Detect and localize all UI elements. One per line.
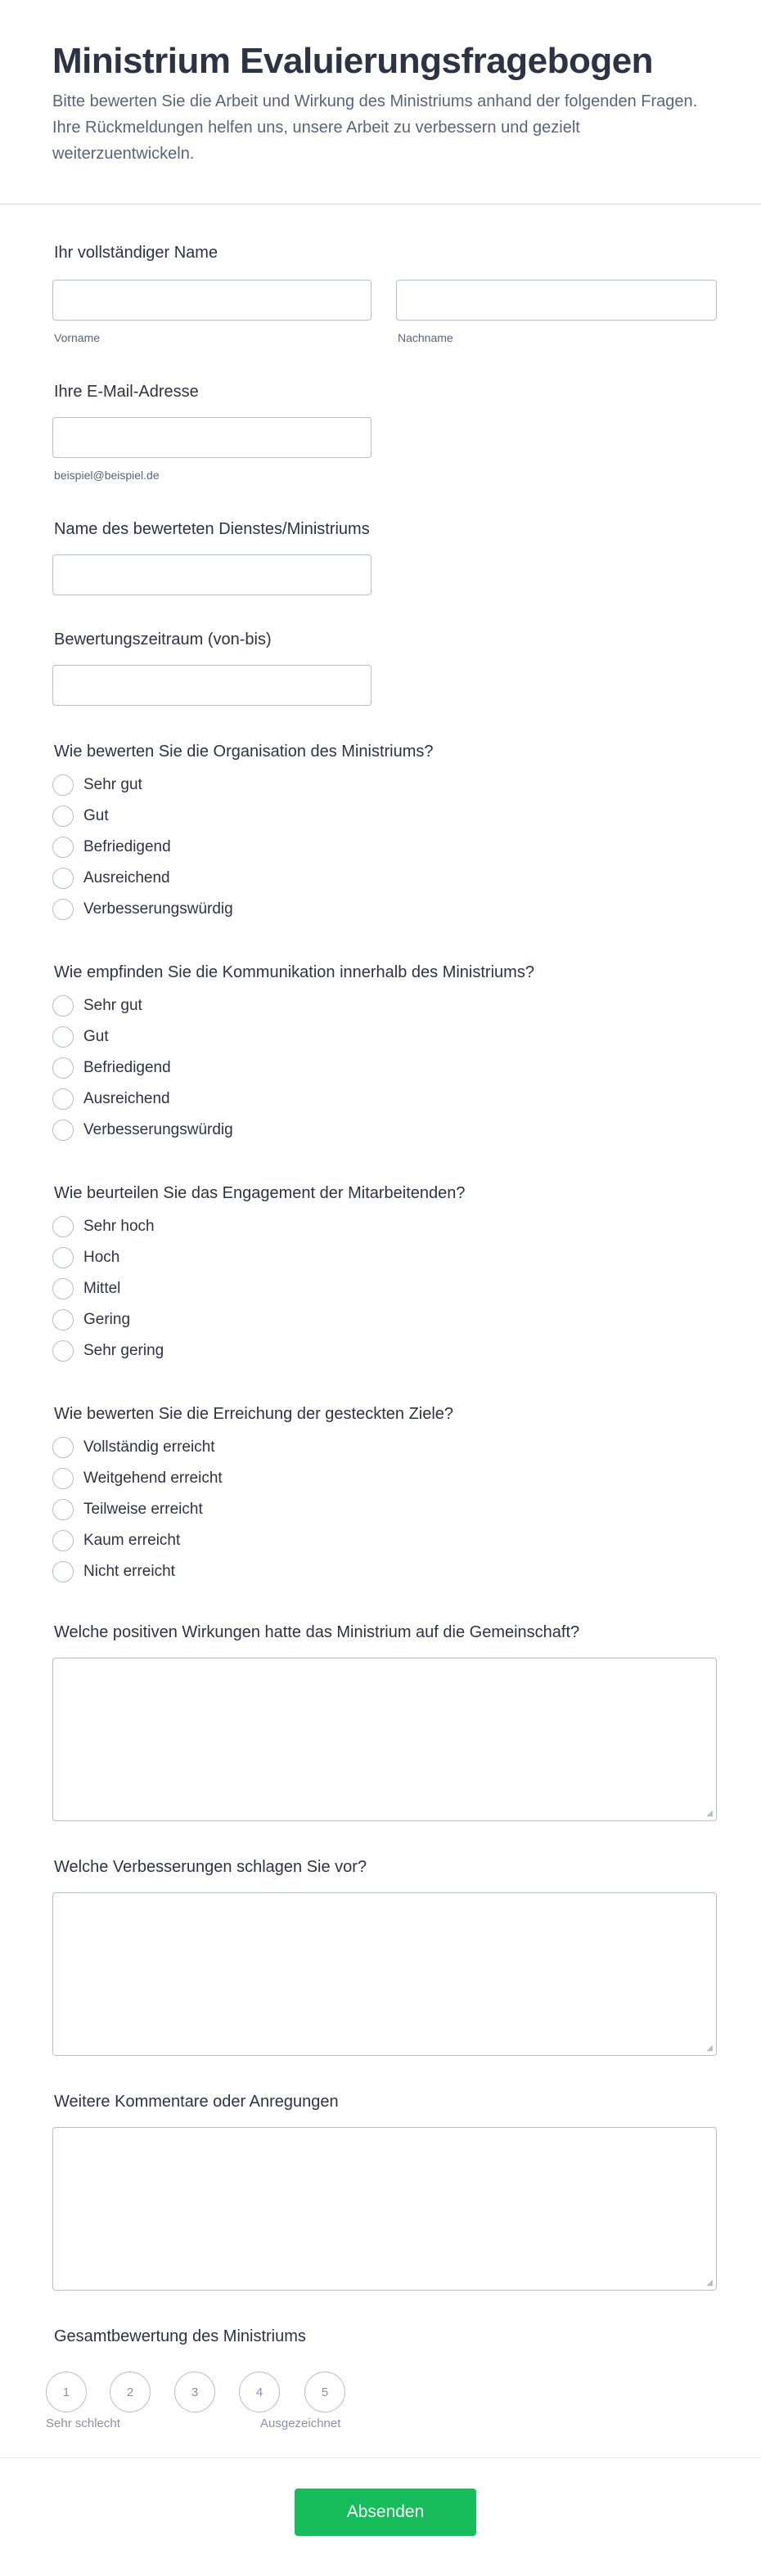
goals-question-label: Wie bewerten Sie die Erreichung der gesteckten Ziele?	[54, 1405, 454, 1423]
organisation-option[interactable]: Befriedigend	[52, 835, 171, 859]
engagement-option[interactable]: Hoch	[52, 1245, 119, 1270]
improvements-textarea[interactable]	[52, 1892, 717, 2056]
last-name-input[interactable]	[396, 280, 717, 321]
last-name-sublabel: Nachname	[398, 331, 453, 344]
rating-label: Gesamtbewertung des Ministriums	[54, 2327, 306, 2345]
radio-button[interactable]	[52, 899, 74, 920]
radio-button[interactable]	[52, 1468, 74, 1489]
radio-button[interactable]	[52, 1309, 74, 1331]
ministry-label: Name des bewerteten Dienstes/Ministriums	[54, 520, 370, 538]
improvements-question-label: Welche Verbesserungen schlagen Sie vor?	[54, 1858, 367, 1876]
radio-button[interactable]	[52, 1088, 74, 1110]
radio-button[interactable]	[52, 1057, 74, 1079]
radio-button[interactable]	[52, 1216, 74, 1237]
communication-option[interactable]: Sehr gut	[52, 994, 142, 1018]
rating-low-label: Sehr schlecht	[46, 2417, 120, 2430]
organisation-option[interactable]: Ausreichend	[52, 866, 170, 891]
rating-high-label: Ausgezeichnet	[260, 2417, 341, 2430]
resize-handle-icon[interactable]: ◢	[706, 2278, 713, 2287]
communication-option[interactable]: Gut	[52, 1025, 109, 1049]
period-input[interactable]	[52, 665, 371, 706]
radio-button[interactable]	[52, 1278, 74, 1299]
radio-button[interactable]	[52, 1530, 74, 1551]
goals-option[interactable]: Weitgehend erreicht	[52, 1466, 223, 1491]
engagement-question-label: Wie beurteilen Sie das Engagement der Mitarbeitenden?	[54, 1184, 466, 1202]
comments-question-label: Weitere Kommentare oder Anregungen	[54, 2093, 339, 2111]
goals-option[interactable]: Nicht erreicht	[52, 1560, 175, 1584]
first-name-input[interactable]	[52, 280, 371, 321]
form-title: Ministrium Evaluierungsfragebogen	[52, 41, 654, 81]
submit-button[interactable]: Absenden	[295, 2488, 476, 2536]
radio-button[interactable]	[52, 1561, 74, 1582]
engagement-option[interactable]: Gering	[52, 1308, 130, 1332]
radio-button[interactable]	[52, 1437, 74, 1458]
first-name-sublabel: Vorname	[54, 331, 101, 344]
radio-button[interactable]	[52, 1499, 74, 1520]
radio-button[interactable]	[52, 837, 74, 858]
goals-option[interactable]: Kaum erreicht	[52, 1528, 180, 1553]
resize-handle-icon[interactable]: ◢	[706, 1809, 713, 1818]
communication-option[interactable]: Befriedigend	[52, 1056, 171, 1080]
radio-button[interactable]	[52, 995, 74, 1016]
ministry-input[interactable]	[52, 554, 371, 595]
communication-option[interactable]: Ausreichend	[52, 1087, 170, 1111]
resize-handle-icon[interactable]: ◢	[706, 2044, 713, 2053]
goals-option[interactable]: Vollständig erreicht	[52, 1435, 215, 1460]
communication-question-label: Wie empfinden Sie die Kommunikation innerhalb des Ministriums?	[54, 963, 534, 981]
positive-effects-textarea[interactable]	[52, 1658, 717, 1821]
organisation-option[interactable]: Sehr gut	[52, 773, 142, 797]
radio-button[interactable]	[52, 774, 74, 796]
rating-option-5[interactable]: 5	[304, 2372, 345, 2412]
goals-option[interactable]: Teilweise erreicht	[52, 1497, 203, 1522]
rating-option-3[interactable]: 3	[174, 2372, 215, 2412]
positive-question-label: Welche positiven Wirkungen hatte das Ministrium auf die Gemeinschaft?	[54, 1623, 580, 1641]
radio-button[interactable]	[52, 868, 74, 889]
email-label: Ihre E-Mail-Adresse	[54, 383, 199, 401]
email-input[interactable]	[52, 417, 371, 458]
radio-button[interactable]	[52, 806, 74, 827]
engagement-option[interactable]: Mittel	[52, 1277, 120, 1301]
organisation-question-label: Wie bewerten Sie die Organisation des Ministriums?	[54, 743, 434, 761]
radio-button[interactable]	[52, 1247, 74, 1268]
rating-option-4[interactable]: 4	[239, 2372, 280, 2412]
comments-textarea[interactable]	[52, 2127, 717, 2291]
form-description: Bitte bewerten Sie die Arbeit und Wirkung des Ministriums anhand der folgenden Fragen. Ihre Rückmeldungen helfen uns, unsere Arbeit zu verbessern und gezielt weiterzuentwickeln.	[52, 92, 698, 163]
engagement-option[interactable]: Sehr hoch	[52, 1214, 155, 1239]
organisation-option[interactable]: Verbesserungswürdig	[52, 897, 233, 922]
organisation-option[interactable]: Gut	[52, 804, 109, 828]
communication-option[interactable]: Verbesserungswürdig	[52, 1118, 233, 1142]
engagement-option[interactable]: Sehr gering	[52, 1339, 164, 1363]
period-label: Bewertungszeitraum (von-bis)	[54, 631, 272, 648]
radio-button[interactable]	[52, 1340, 74, 1362]
rating-option-2[interactable]: 2	[110, 2372, 151, 2412]
name-label: Ihr vollständiger Name	[54, 244, 218, 262]
form-header	[0, 0, 761, 204]
email-sublabel: beispiel@beispiel.de	[54, 469, 160, 482]
rating-option-1[interactable]: 1	[46, 2372, 87, 2412]
radio-button[interactable]	[52, 1120, 74, 1141]
radio-button[interactable]	[52, 1026, 74, 1048]
